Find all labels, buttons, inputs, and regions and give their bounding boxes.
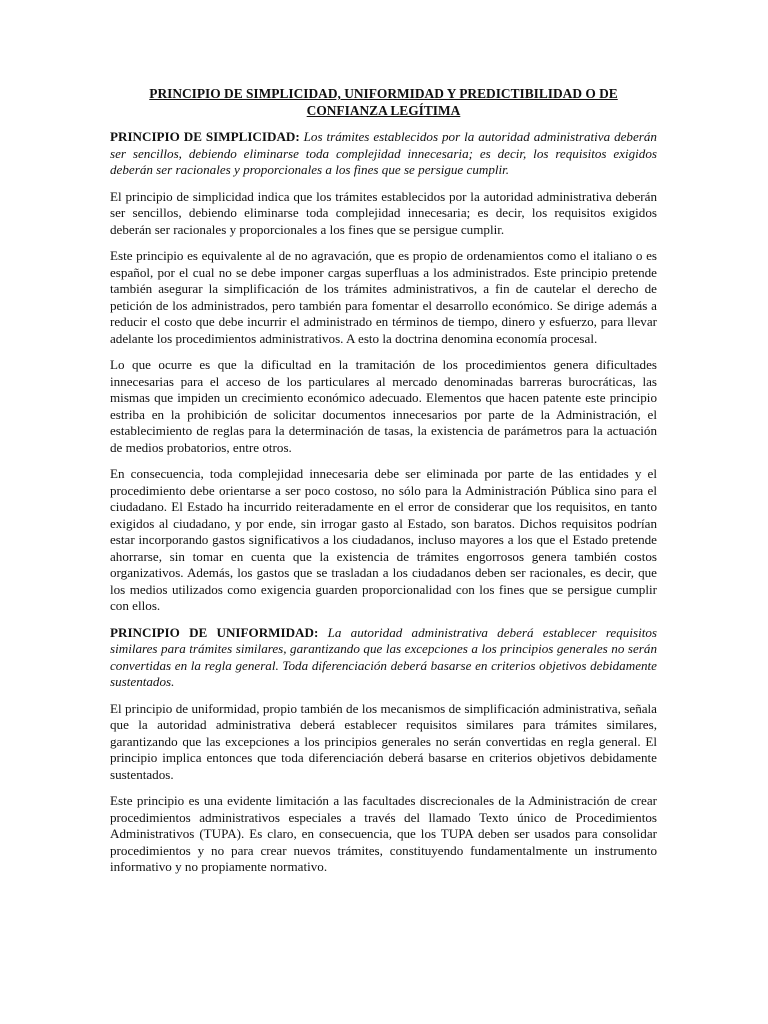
- simplicidad-paragraph-4: En consecuencia, toda complejidad innecesaria debe ser eliminada por parte de las entidades y el procedimiento debe orientarse a ser poco costoso, no sólo para la Administración Pública sino para el ciudadano. El Estado ha incurrido reiteradamente en el error de considerar que los requisitos, en tanto exigidos al ciudadano, y por ende, sin irrogar gasto al Estado, son baratos. Dichos requisitos podrían estar incorporando gastos significativos a los ciudadanos, incluso mayores a los que el Estado pretende ahorrarse, sin tomar en cuenta que la existencia de trámites engorrosos genera también costos organizativos. Además, los gastos que se trasladan a los ciudadanos deben ser racionales, es decir, que los medios utilizados como exigencia guarden proporcionalidad con los fines que se persigue cumplir con ellos.: [110, 466, 657, 613]
- document-page: [110, 86, 657, 886]
- document-title: [110, 86, 657, 119]
- uniformidad-heading: PRINCIPIO DE UNIFORMIDAD:: [110, 624, 319, 640]
- uniformidad-definition: La autoridad administrativa deberá establecer requisitos similares para trámites similares, garantizando que las excepciones a los principios generales no serán convertidas en la regla general. Toda diferenciación deberá basarse en criterios objetivos debidamente sustentados.: [110, 624, 657, 689]
- uniformidad-definition-paragraph: [110, 625, 657, 691]
- simplicidad-heading: PRINCIPIO DE SIMPLICIDAD:: [110, 129, 300, 144]
- document-title-line2: CONFIANZA LEGÍTIMA: [306, 102, 461, 118]
- simplicidad-paragraph-1: El principio de simplicidad indica que los trámites establecidos por la autoridad administrativa deberán ser sencillos, debiendo eliminarse toda complejidad innecesaria; es decir, los requisitos exigidos deberán ser racionales y proporcionales a los fines que se persigue cumplir.: [110, 188, 657, 237]
- simplicidad-paragraph-3: Lo que ocurre es que la dificultad en la tramitación de los procedimientos genera dificultades innecesarias para el acceso de los particulares al mercado denominadas barreras burocráticas, las mismas que impiden un crecimiento económico adecuado. Elementos que hacen patente este principio estriba en la prohibición de solicitar documentos innecesarios por parte de la Administración, el establecimiento de reglas para la determinación de tasas, la existencia de parámetros para la actuación de medios probatorios, entre otros.: [110, 357, 657, 455]
- simplicidad-definition-paragraph: [110, 129, 657, 179]
- uniformidad-paragraph-2: Este principio es una evidente limitación a las facultades discrecionales de la Administración de crear procedimientos administrativos especiales a través del llamado Texto único de Procedimientos Administrativos (TUPA). Es claro, en consecuencia, que los TUPA deben ser usados para consolidar procedimientos y no para crear nuevos trámites, constituyendo fundamentalmente un instrumento informativo y no propiamente normativo.: [110, 793, 657, 874]
- uniformidad-paragraph-1: El principio de uniformidad, propio también de los mecanismos de simplificación administrativa, señala que la autoridad administrativa deberá establecer requisitos similares para trámites similares, garantizando que las excepciones a los principios generales no serán convertidas en regla general. El principio implica entonces que toda diferenciación deberá basarse en criterios objetivos debidamente sustentados.: [110, 700, 657, 782]
- document-title-line1: PRINCIPIO DE SIMPLICIDAD, UNIFORMIDAD Y PREDICTIBILIDAD O DE: [149, 86, 618, 101]
- simplicidad-paragraph-2: Este principio es equivalente al de no agravación, que es propio de ordenamientos como el italiano o es español, por el cual no se debe imponer cargas superfluas a los administrados. Este principio pretende también asegurar la simplificación de los trámites administrativos, a fin de cautelar el derecho de petición de los administrados, pero también para fomentar el desarrollo económico. Se dirige además a reducir el costo que debe incurrir el administrado en términos de tiempo, dinero y esfuerzo, para llevar adelante los procedimientos administrativos. A esto la doctrina denomina economía procesal.: [110, 248, 657, 346]
- simplicidad-definition: Los trámites establecidos por la autoridad administrativa deberán ser sencillos, debiendo eliminarse toda complejidad innecesaria; es decir, los requisitos exigidos deberán ser racionales y proporcionales a los fines que se persigue cumplir.: [110, 129, 657, 177]
